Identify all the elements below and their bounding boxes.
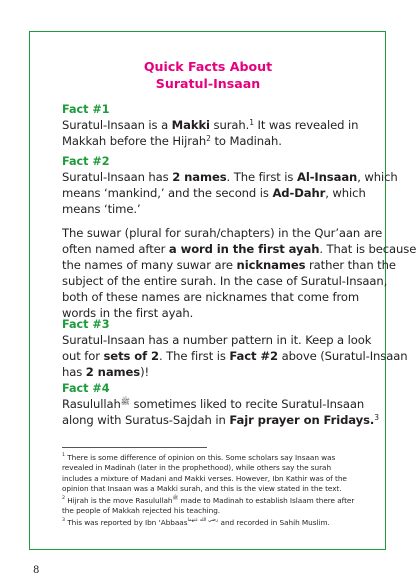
- page-title-line-2: Suratul-Insaan: [155, 76, 261, 91]
- text-run: This was reported by Ibn ‘Abbaas: [64, 518, 188, 527]
- text-line: [62, 463, 378, 473]
- text-line: [62, 453, 378, 463]
- text-run: the names of many suwar are: [62, 258, 237, 272]
- text-run: Hijrah is the move Rasulullah: [64, 496, 173, 505]
- text-run: . The first is: [158, 349, 230, 363]
- text-line: [62, 496, 378, 506]
- fact-1-text: [62, 117, 374, 149]
- bold-text: 2 names: [172, 170, 227, 184]
- text-line: [62, 506, 378, 516]
- text-line: [62, 396, 374, 412]
- text-run: opinion that Insaan was a Makki surah, and this is the view stated in the text.: [62, 484, 342, 494]
- superscript: ﷺ: [172, 496, 179, 501]
- text-run: to Madinah.: [210, 134, 282, 148]
- text-line: [62, 273, 388, 289]
- text-run: out for: [62, 349, 104, 363]
- text-run: . The first is: [226, 170, 297, 184]
- superscript: 2: [206, 134, 211, 143]
- text-line: [62, 225, 383, 241]
- text-run: It was revealed in: [253, 118, 359, 132]
- text-run: rather than the: [305, 258, 396, 272]
- text-run: often named after: [62, 242, 169, 256]
- text-run: means ‘time.’: [62, 202, 141, 216]
- text-run: surah.: [209, 118, 250, 132]
- footnote-1: [62, 453, 378, 495]
- suwar-naming-paragraph: [62, 225, 416, 321]
- bold-text: a word in the first ayah: [168, 242, 320, 256]
- bold-text: sets of 2: [103, 349, 159, 363]
- bold-text: 2 names: [85, 365, 141, 379]
- footnote-3: [62, 518, 378, 528]
- text-line: [62, 289, 374, 305]
- superscript: رضي الله عنهما: [187, 518, 219, 523]
- footnote-2: [62, 496, 378, 517]
- text-run: Suratul-Insaan is a: [62, 118, 172, 132]
- text-line: [62, 117, 374, 133]
- text-run: revealed in Madinah (later in the prophethood), while others say the surah: [62, 463, 332, 473]
- text-line: [62, 518, 378, 528]
- text-run: made to Madinah to establish Islaam there after: [178, 496, 355, 505]
- bold-text: Fajr prayer on Fridays.: [229, 413, 375, 427]
- text-run: sometimes liked to recite Suratul-Insaan: [129, 397, 365, 411]
- superscript: 2: [62, 496, 65, 501]
- page-title-line-1: Quick Facts About: [143, 59, 273, 74]
- superscript: 3: [374, 413, 379, 422]
- bold-text: Al-Insaan: [296, 170, 358, 184]
- text-run: the people of Makkah rejected his teaching.: [62, 506, 221, 516]
- text-line: [62, 201, 374, 217]
- fact-3-text: [62, 332, 408, 380]
- bold-text: Fact #2: [229, 349, 278, 363]
- text-run: has: [62, 365, 86, 379]
- text-line: [62, 169, 398, 185]
- text-line: [62, 241, 416, 257]
- bold-text: Makki: [171, 118, 210, 132]
- bold-text: nicknames: [236, 258, 306, 272]
- fact-2-text: [62, 169, 398, 217]
- fact-2-heading: Fact #2: [62, 155, 110, 168]
- bold-text: Ad-Dahr: [272, 186, 326, 200]
- text-run: . That is because: [319, 242, 416, 256]
- fact-1-heading: Fact #1: [62, 103, 110, 116]
- text-line: [62, 474, 378, 484]
- superscript: 1: [62, 453, 65, 458]
- text-run: There is some difference of opinion on this. Some scholars say Insaan was: [64, 453, 336, 462]
- text-run: means ‘mankind,’ and the second is: [62, 186, 273, 200]
- text-run: both of these names are nicknames that come from: [62, 290, 360, 304]
- text-run: Suratul-Insaan has: [62, 170, 173, 184]
- fact-3-heading: Fact #3: [62, 318, 110, 331]
- text-run: )!: [140, 365, 150, 379]
- text-run: , which: [325, 186, 366, 200]
- footnote-divider: [62, 447, 207, 448]
- superscript: 1: [249, 118, 254, 127]
- text-line: [62, 412, 379, 428]
- text-line: [62, 133, 374, 149]
- text-line: [62, 484, 378, 494]
- text-run: words in the first ayah.: [62, 306, 194, 320]
- text-run: along with Suratus-Sajdah in: [62, 413, 230, 427]
- page-number: 8: [33, 565, 40, 576]
- text-line: [62, 364, 374, 380]
- text-run: subject of the entire surah. In the case of Suratul-Insaan,: [62, 274, 388, 288]
- fact-4-text: [62, 396, 379, 428]
- text-line: [62, 185, 374, 201]
- text-run: includes a mixture of Madani and Makki verses. However, Ibn Kathir was of the: [62, 473, 347, 483]
- text-line: [62, 257, 396, 273]
- superscript: 3: [62, 518, 65, 523]
- fact-4-heading: Fact #4: [62, 382, 110, 395]
- text-run: , which: [357, 170, 398, 184]
- text-run: and recorded in Sahih Muslim.: [218, 518, 330, 527]
- text-run: The suwar (plural for surah/chapters) in the Qur’aan are: [62, 226, 383, 240]
- text-run: Makkah before the Hijrah: [62, 134, 207, 148]
- text-run: Rasulullah: [62, 397, 121, 411]
- text-line: [62, 332, 374, 348]
- superscript: ﷺ: [120, 397, 130, 406]
- text-run: above (Suratul-Insaan: [278, 349, 408, 363]
- text-run: Suratul-Insaan has a number pattern in it. Keep a look: [62, 333, 372, 347]
- text-line: [62, 348, 408, 364]
